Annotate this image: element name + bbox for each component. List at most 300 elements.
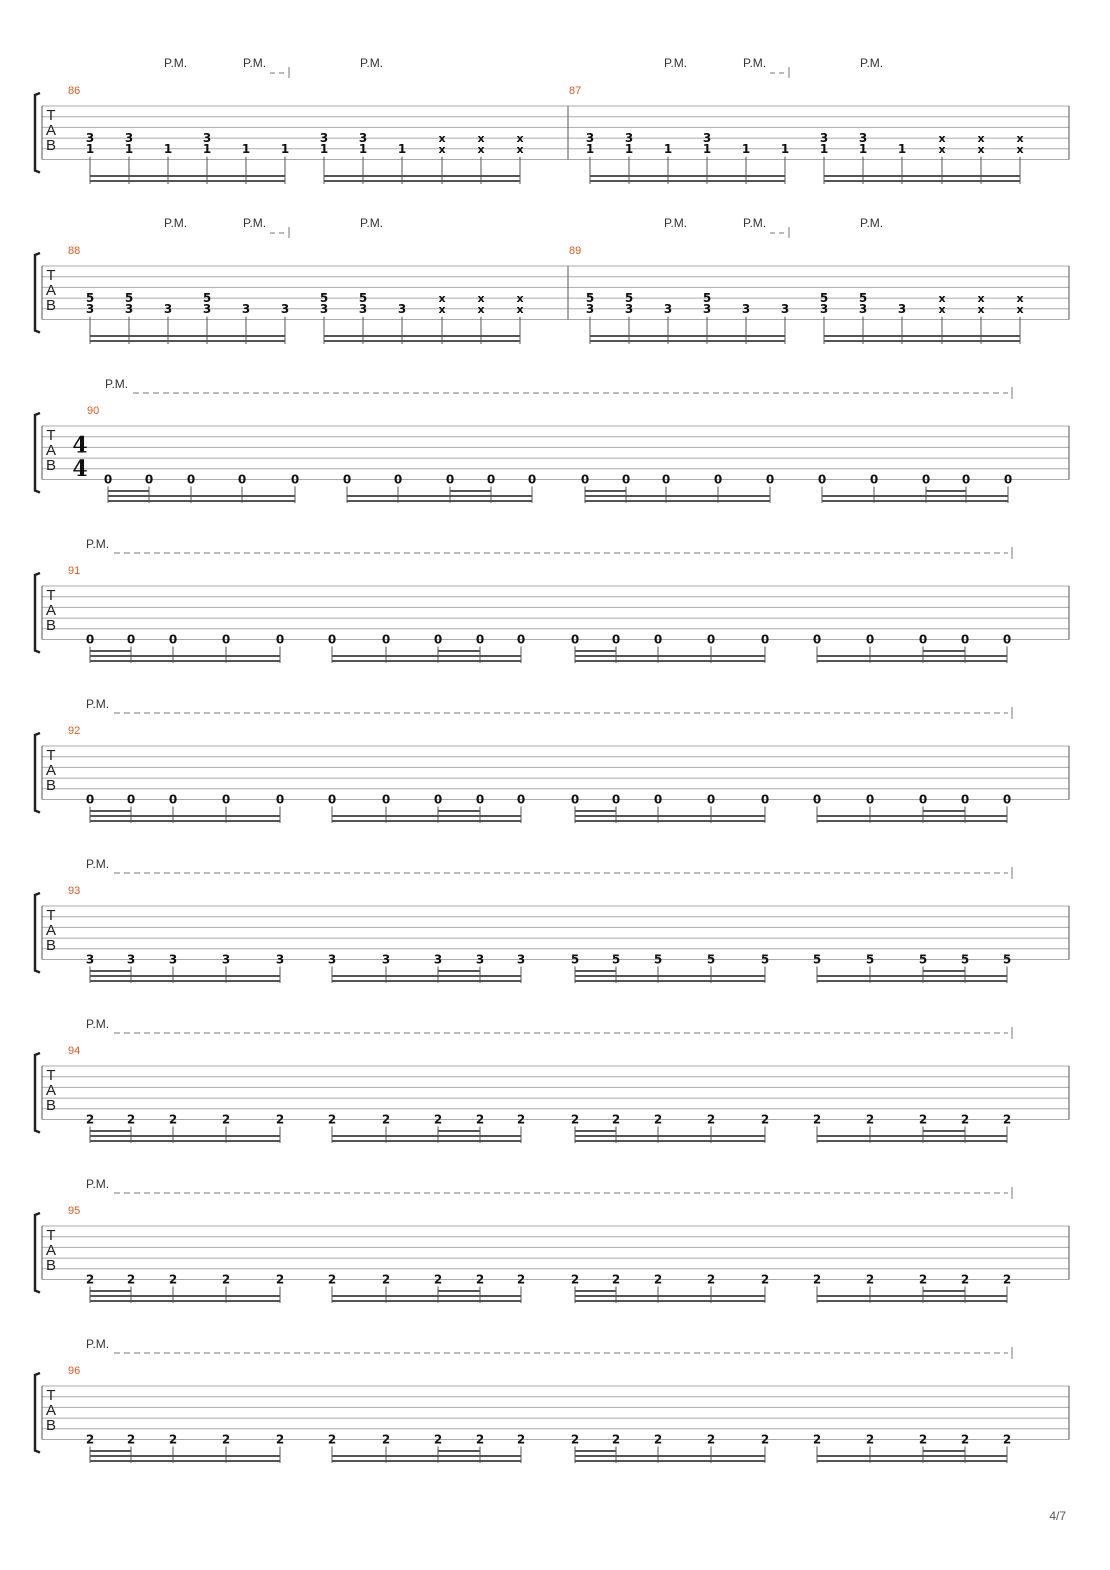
fret-number: 3 <box>585 131 595 146</box>
tab-clef-letter: T <box>46 267 56 284</box>
fret-number: 5 <box>865 952 875 967</box>
tab-clef-letter: T <box>46 747 56 764</box>
dead-note: x <box>1016 302 1024 316</box>
beam <box>332 660 521 662</box>
system-bracket <box>35 1213 40 1293</box>
fret-number: 2 <box>168 1112 178 1127</box>
fret-number: 2 <box>475 1432 485 1447</box>
beam <box>90 180 285 182</box>
dead-note: x <box>977 292 985 306</box>
tab-clef-letter: A <box>45 1242 57 1259</box>
fret-number: 2 <box>706 1272 716 1287</box>
fret-number: 5 <box>585 291 595 306</box>
fret-number: 3 <box>124 301 134 316</box>
beam <box>332 655 521 657</box>
fret-number: 2 <box>516 1432 526 1447</box>
fret-number: 0 <box>570 792 580 807</box>
fret-number: 2 <box>706 1112 716 1127</box>
measure-number: 94 <box>68 1045 81 1057</box>
fret-number: 0 <box>393 472 403 487</box>
system-bracket <box>35 413 40 493</box>
beam <box>824 175 1020 177</box>
palm-mute-label: P.M. <box>243 216 267 230</box>
fret-number: 2 <box>960 1432 970 1447</box>
fret-number: 2 <box>1002 1112 1012 1127</box>
fret-number: 0 <box>611 632 621 647</box>
beam <box>590 340 785 342</box>
fret-number: 0 <box>1002 632 1012 647</box>
beam <box>438 1450 480 1452</box>
fret-number: 0 <box>275 632 285 647</box>
beam <box>324 180 520 182</box>
fret-number: 2 <box>865 1272 875 1287</box>
beam <box>347 495 532 497</box>
beam <box>817 1135 1007 1137</box>
fret-number: 3 <box>280 301 290 316</box>
fret-number: 2 <box>706 1432 716 1447</box>
beam <box>590 180 785 182</box>
dead-note: x <box>1016 132 1024 146</box>
tab-clef-letter: A <box>45 762 57 779</box>
beam <box>923 1130 965 1132</box>
beam <box>332 820 521 822</box>
beam <box>923 970 965 972</box>
beam <box>90 1460 280 1462</box>
beam <box>90 340 285 342</box>
fret-number: 3 <box>819 301 829 316</box>
dead-note: x <box>438 132 446 146</box>
fret-number: 2 <box>126 1432 136 1447</box>
fret-number: 5 <box>611 952 621 967</box>
fret-number: 2 <box>570 1272 580 1287</box>
palm-mute-label: P.M. <box>86 1177 110 1191</box>
beam <box>90 975 280 977</box>
fret-number: 0 <box>706 792 716 807</box>
beam <box>817 655 1007 657</box>
palm-mute-label: P.M. <box>360 216 384 230</box>
fret-number: 0 <box>327 792 337 807</box>
dead-note: x <box>977 302 985 316</box>
tab-clef-letter: B <box>45 457 57 474</box>
beam <box>90 1300 280 1302</box>
fret-number: 1 <box>780 141 790 156</box>
beam <box>90 650 131 652</box>
fret-number: 0 <box>85 632 95 647</box>
beam <box>90 1290 131 1292</box>
fret-number: 3 <box>319 301 329 316</box>
fret-number: 1 <box>702 141 712 156</box>
fret-number: 3 <box>433 952 443 967</box>
fret-number: 1 <box>397 141 407 156</box>
measure-number: 89 <box>569 245 582 257</box>
fret-number: 0 <box>527 472 537 487</box>
tab-clef-letter: T <box>46 1067 56 1084</box>
fret-number: 0 <box>126 792 136 807</box>
palm-mute-label: P.M. <box>743 56 767 70</box>
tab-clef-letter: T <box>46 1387 56 1404</box>
fret-number: 2 <box>611 1112 621 1127</box>
beam <box>575 1295 765 1297</box>
fret-number: 3 <box>475 952 485 967</box>
fret-number: 0 <box>865 792 875 807</box>
fret-number: 3 <box>85 301 95 316</box>
fret-number: 3 <box>780 301 790 316</box>
beam <box>817 660 1007 662</box>
beam <box>824 340 1020 342</box>
fret-number: 0 <box>570 632 580 647</box>
beam <box>822 495 1008 497</box>
tab-clef-letter: A <box>45 122 57 139</box>
fret-number: 1 <box>624 141 634 156</box>
beam <box>923 650 965 652</box>
fret-number: 2 <box>760 1432 770 1447</box>
fret-number: 5 <box>918 952 928 967</box>
fret-number: 0 <box>653 632 663 647</box>
measure-number: 86 <box>68 85 81 97</box>
tab-clef-letter: T <box>46 907 56 924</box>
beam <box>824 335 1020 337</box>
fret-number: 2 <box>85 1432 95 1447</box>
fret-number: 2 <box>221 1432 231 1447</box>
fret-number: 1 <box>858 141 868 156</box>
beam <box>575 975 765 977</box>
fret-number: 0 <box>812 632 822 647</box>
beam <box>332 975 521 977</box>
fret-number: 5 <box>202 291 212 306</box>
fret-number: 2 <box>918 1432 928 1447</box>
palm-mute-label: P.M. <box>86 537 110 551</box>
fret-number: 0 <box>621 472 631 487</box>
fret-number: 5 <box>1002 952 1012 967</box>
fret-number: 5 <box>319 291 329 306</box>
palm-mute-label: P.M. <box>743 216 767 230</box>
fret-number: 2 <box>221 1112 231 1127</box>
beam <box>817 1140 1007 1142</box>
beam <box>90 1450 131 1452</box>
fret-number: 2 <box>611 1272 621 1287</box>
fret-number: 3 <box>85 952 95 967</box>
fret-number: 5 <box>653 952 663 967</box>
dead-note: x <box>438 292 446 306</box>
beam <box>817 1300 1007 1302</box>
palm-mute-label: P.M. <box>86 697 110 711</box>
tab-clef-letter: A <box>45 1402 57 1419</box>
tab-clef-letter: B <box>45 1257 57 1274</box>
tab-clef-letter: T <box>46 1227 56 1244</box>
fret-number: 0 <box>433 632 443 647</box>
system-bracket <box>35 573 40 653</box>
fret-number: 0 <box>144 472 154 487</box>
fret-number: 0 <box>960 792 970 807</box>
fret-number: 2 <box>760 1272 770 1287</box>
beam <box>923 1450 965 1452</box>
fret-number: 3 <box>221 952 231 967</box>
system-bracket <box>35 1053 40 1133</box>
fret-number: 3 <box>163 301 173 316</box>
fret-number: 2 <box>327 1432 337 1447</box>
fret-number: 2 <box>516 1112 526 1127</box>
fret-number: 0 <box>221 632 231 647</box>
fret-number: 3 <box>327 952 337 967</box>
measure-number: 92 <box>68 725 81 737</box>
dead-note: x <box>477 142 485 156</box>
fret-number: 3 <box>275 952 285 967</box>
fret-number: 0 <box>221 792 231 807</box>
beam <box>108 495 295 497</box>
dead-note: x <box>938 142 946 156</box>
beam <box>108 490 149 492</box>
fret-number: 5 <box>702 291 712 306</box>
palm-mute-label: P.M. <box>860 216 884 230</box>
fret-number: 2 <box>960 1112 970 1127</box>
tab-clef-letter: T <box>46 587 56 604</box>
fret-number: 0 <box>486 472 496 487</box>
beam <box>90 1130 131 1132</box>
beam <box>90 970 131 972</box>
beam <box>585 490 626 492</box>
beam <box>438 1130 480 1132</box>
fret-number: 0 <box>921 472 931 487</box>
fret-number: 0 <box>433 792 443 807</box>
beam <box>923 1290 965 1292</box>
fret-number: 3 <box>516 952 526 967</box>
fret-number: 0 <box>126 632 136 647</box>
fret-number: 0 <box>516 792 526 807</box>
beam <box>575 650 616 652</box>
tab-clef-letter: A <box>45 1082 57 1099</box>
palm-mute-label: P.M. <box>105 377 129 391</box>
dead-note: x <box>1016 142 1024 156</box>
beam <box>438 1290 480 1292</box>
beam <box>90 660 280 662</box>
beam <box>324 335 520 337</box>
fret-number: 0 <box>103 472 113 487</box>
fret-number: 2 <box>126 1272 136 1287</box>
beam <box>575 660 765 662</box>
fret-number: 0 <box>275 792 285 807</box>
fret-number: 0 <box>713 472 723 487</box>
fret-number: 5 <box>85 291 95 306</box>
dead-note: x <box>477 302 485 316</box>
beam <box>90 1135 280 1137</box>
beam <box>575 1455 765 1457</box>
fret-number: 2 <box>570 1432 580 1447</box>
fret-number: 2 <box>475 1272 485 1287</box>
beam <box>90 815 280 817</box>
fret-number: 3 <box>319 131 329 146</box>
fret-number: 5 <box>812 952 822 967</box>
measure-number: 91 <box>68 565 81 577</box>
beam <box>90 1295 280 1297</box>
fret-number: 0 <box>1002 792 1012 807</box>
beam <box>332 815 521 817</box>
beam <box>90 980 280 982</box>
fret-number: 3 <box>358 301 368 316</box>
beam <box>817 975 1007 977</box>
fret-number: 0 <box>1003 472 1013 487</box>
beam <box>575 655 765 657</box>
beam <box>575 1290 616 1292</box>
fret-number: 3 <box>85 131 95 146</box>
fret-number: 1 <box>319 141 329 156</box>
palm-mute-label: P.M. <box>86 1337 110 1351</box>
fret-number: 0 <box>475 792 485 807</box>
fret-number: 2 <box>611 1432 621 1447</box>
beam <box>817 980 1007 982</box>
fret-number: 0 <box>580 472 590 487</box>
fret-number: 0 <box>186 472 196 487</box>
beam <box>575 820 765 822</box>
fret-number: 1 <box>202 141 212 156</box>
fret-number: 2 <box>812 1432 822 1447</box>
beam <box>347 500 532 502</box>
fret-number: 3 <box>624 301 634 316</box>
fret-number: 0 <box>760 792 770 807</box>
fret-number: 0 <box>381 632 391 647</box>
beam <box>575 1300 765 1302</box>
fret-number: 0 <box>706 632 716 647</box>
dead-note: x <box>938 132 946 146</box>
tab-clef-letter: T <box>46 427 56 444</box>
fret-number: 0 <box>760 632 770 647</box>
beam <box>332 980 521 982</box>
fret-number: 5 <box>624 291 634 306</box>
fret-number: 3 <box>741 301 751 316</box>
fret-number: 5 <box>124 291 134 306</box>
fret-number: 0 <box>960 632 970 647</box>
measure-number: 93 <box>68 885 81 897</box>
palm-mute-label: P.M. <box>664 216 688 230</box>
beam <box>90 820 280 822</box>
fret-number: 2 <box>381 1432 391 1447</box>
dead-note: x <box>516 132 524 146</box>
fret-number: 2 <box>570 1112 580 1127</box>
fret-number: 0 <box>168 632 178 647</box>
fret-number: 2 <box>653 1112 663 1127</box>
measure-number: 96 <box>68 1365 81 1377</box>
beam <box>324 175 520 177</box>
fret-number: 2 <box>653 1272 663 1287</box>
fret-number: 1 <box>241 141 251 156</box>
tab-clef-letter: A <box>45 922 57 939</box>
dead-note: x <box>438 302 446 316</box>
fret-number: 2 <box>960 1272 970 1287</box>
tab-clef-letter: B <box>45 137 57 154</box>
fret-number: 1 <box>280 141 290 156</box>
fret-number: 2 <box>516 1272 526 1287</box>
dead-note: x <box>938 302 946 316</box>
dead-note: x <box>977 142 985 156</box>
fret-number: 2 <box>85 1272 95 1287</box>
fret-number: 3 <box>624 131 634 146</box>
fret-number: 0 <box>342 472 352 487</box>
beam <box>575 810 616 812</box>
dead-note: x <box>477 132 485 146</box>
time-signature-numerator: 4 <box>72 432 88 459</box>
fret-number: 3 <box>202 131 212 146</box>
fret-number: 2 <box>126 1112 136 1127</box>
fret-number: 3 <box>897 301 907 316</box>
system-bracket <box>35 93 40 173</box>
beam <box>332 1140 521 1142</box>
fret-number: 3 <box>381 952 391 967</box>
measure-number: 90 <box>87 405 100 417</box>
fret-number: 0 <box>85 792 95 807</box>
tab-clef-letter: B <box>45 617 57 634</box>
fret-number: 3 <box>858 131 868 146</box>
fret-number: 0 <box>653 792 663 807</box>
fret-number: 2 <box>1002 1272 1012 1287</box>
fret-number: 0 <box>445 472 455 487</box>
fret-number: 2 <box>275 1112 285 1127</box>
fret-number: 2 <box>865 1432 875 1447</box>
fret-number: 2 <box>327 1272 337 1287</box>
dead-note: x <box>516 292 524 306</box>
dead-note: x <box>477 292 485 306</box>
fret-number: 5 <box>358 291 368 306</box>
fret-number: 2 <box>381 1112 391 1127</box>
beam <box>90 175 285 177</box>
fret-number: 0 <box>869 472 879 487</box>
fret-number: 1 <box>897 141 907 156</box>
beam <box>575 1135 765 1137</box>
fret-number: 1 <box>819 141 829 156</box>
fret-number: 0 <box>817 472 827 487</box>
fret-number: 2 <box>433 1432 443 1447</box>
tab-clef-letter: A <box>45 602 57 619</box>
fret-number: 0 <box>765 472 775 487</box>
beam <box>817 1460 1007 1462</box>
fret-number: 2 <box>1002 1432 1012 1447</box>
measure-number: 95 <box>68 1205 81 1217</box>
beam <box>575 815 765 817</box>
fret-number: 0 <box>961 472 971 487</box>
beam <box>332 1300 521 1302</box>
fret-number: 2 <box>85 1112 95 1127</box>
fret-number: 1 <box>124 141 134 156</box>
fret-number: 0 <box>290 472 300 487</box>
fret-number: 0 <box>516 632 526 647</box>
fret-number: 3 <box>202 301 212 316</box>
dead-note: x <box>516 302 524 316</box>
fret-number: 5 <box>960 952 970 967</box>
beam <box>332 1295 521 1297</box>
beam <box>332 1460 521 1462</box>
tab-clef-letter: T <box>46 107 56 124</box>
fret-number: 2 <box>275 1272 285 1287</box>
fret-number: 2 <box>221 1272 231 1287</box>
tab-clef-letter: A <box>45 442 57 459</box>
fret-number: 1 <box>163 141 173 156</box>
beam <box>575 1450 616 1452</box>
fret-number: 2 <box>433 1112 443 1127</box>
fret-number: 5 <box>570 952 580 967</box>
fret-number: 3 <box>663 301 673 316</box>
fret-number: 3 <box>126 952 136 967</box>
palm-mute-label: P.M. <box>164 56 188 70</box>
fret-number: 3 <box>702 301 712 316</box>
fret-number: 3 <box>702 131 712 146</box>
beam <box>585 495 770 497</box>
beam <box>590 335 785 337</box>
palm-mute-label: P.M. <box>86 857 110 871</box>
tab-clef-letter: B <box>45 1417 57 1434</box>
beam <box>450 490 491 492</box>
fret-number: 5 <box>706 952 716 967</box>
fret-number: 1 <box>358 141 368 156</box>
fret-number: 0 <box>812 792 822 807</box>
fret-number: 2 <box>812 1272 822 1287</box>
